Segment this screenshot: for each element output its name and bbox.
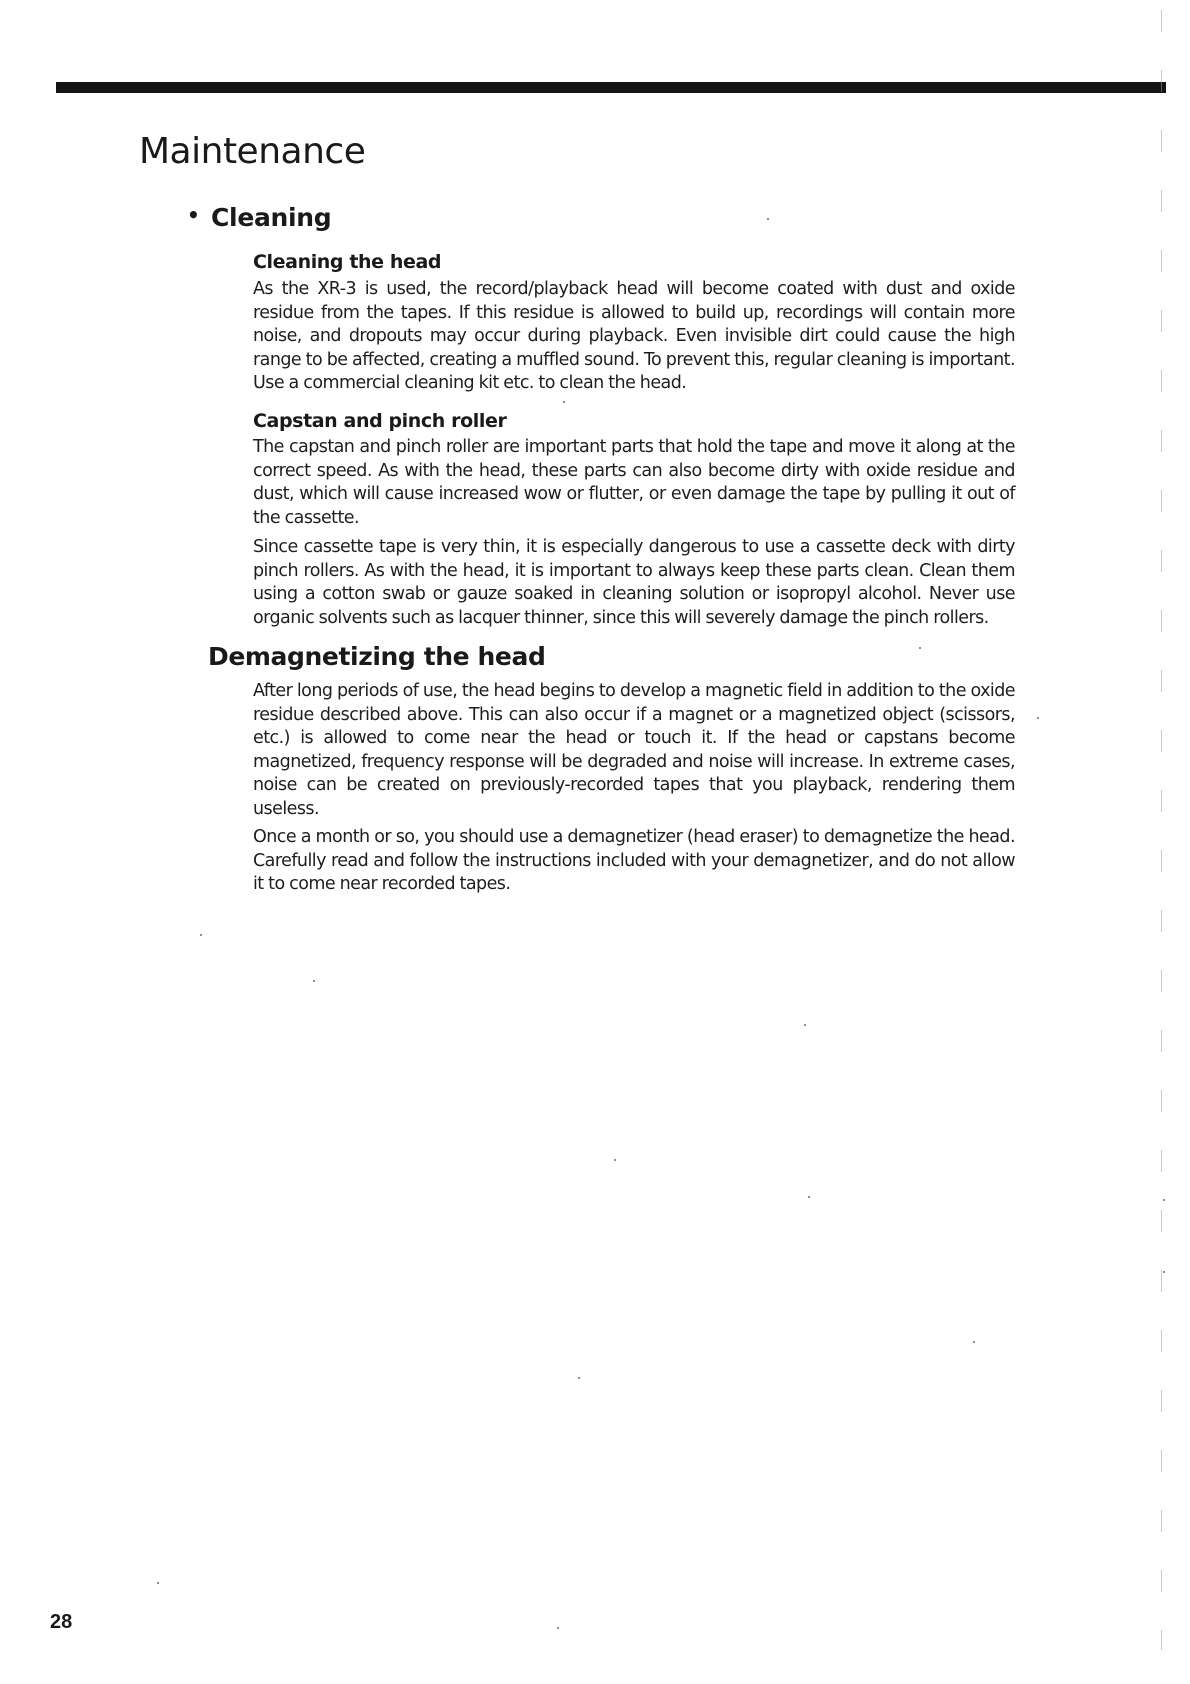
scan-speck — [200, 934, 202, 936]
scan-speck — [1163, 1271, 1165, 1273]
paragraph-capstan-1: The capstan and pinch roller are important parts that hold the tape and move it along at the correct speed. As with the head, these parts can also become dirty with oxide residue and dust, which will cause increased wow or flutter, or even damage the tape by pulling it out of the cassette. — [253, 437, 1015, 528]
scan-speck — [973, 1341, 975, 1343]
section-heading-demagnetizing: Demagnetizing the head — [208, 642, 546, 671]
paragraph-cleaning-the-head: As the XR-3 is used, the record/playback head will become coated with dust and oxide residue from the tapes. If this residue is allowed to build up, recordings will contain more noise, and dropouts may occur during playback. Even invisible dirt could cause the high range to be affected, creating a muffled sound. To prevent this, regular cleaning is important. Use a commercial cleaning kit etc. to clean the head. — [253, 279, 1015, 394]
header-rule — [56, 82, 1166, 93]
paragraph-demagnetizing-2: Once a month or so, you should use a demagnetizer (head eraser) to demagnetize the head. Carefully read and follow the instructions included with your demagnetizer, and do not allow it to come near recorded tapes. — [253, 827, 1015, 895]
scan-speck — [578, 1377, 580, 1379]
scan-speck — [557, 1627, 559, 1629]
page-title: Maintenance — [139, 131, 366, 172]
paragraph-capstan-2: Since cassette tape is very thin, it is especially dangerous to use a cassette deck with dirty pinch rollers. As with the head, it is important to always keep these parts clean. Clean them using a cotton swab or gauze soaked in cleaning solution or isopropyl alcohol. Never use organic solvents such as lacquer thinner, since this will severely damage the pinch rollers. — [253, 537, 1015, 628]
scan-speck — [313, 980, 315, 982]
scan-speck — [1037, 717, 1039, 719]
subheading-cleaning-the-head: Cleaning the head — [253, 251, 442, 273]
scan-speck — [563, 401, 565, 403]
scan-speck — [919, 647, 921, 649]
subheading-capstan-and-pinch-roller: Capstan and pinch roller — [253, 410, 507, 432]
scan-margin-line — [1161, 10, 1162, 1650]
scan-speck — [767, 218, 769, 220]
scan-speck — [157, 1582, 159, 1584]
section-heading-cleaning-label: Cleaning — [211, 203, 332, 232]
scan-speck — [808, 1196, 810, 1198]
page-number: 28 — [50, 1611, 73, 1633]
paragraph-demagnetizing-1: After long periods of use, the head begins to develop a magnetic field in addition to the oxide residue described above. This can also occur if a magnet or a magnetized object (scissors, etc.) is allowed to come near the head or touch it. If the head or capstans become magnetized, frequency response will be degraded and noise will increase. In extreme cases, noise can be created on previously-recorded tapes that you playback, rendering them useless. — [253, 681, 1015, 819]
scan-speck — [1163, 1199, 1165, 1201]
scan-speck — [804, 1024, 806, 1026]
section-heading-cleaning — [187, 203, 331, 232]
scan-speck — [614, 1159, 616, 1161]
bullet-icon: • — [187, 203, 200, 227]
